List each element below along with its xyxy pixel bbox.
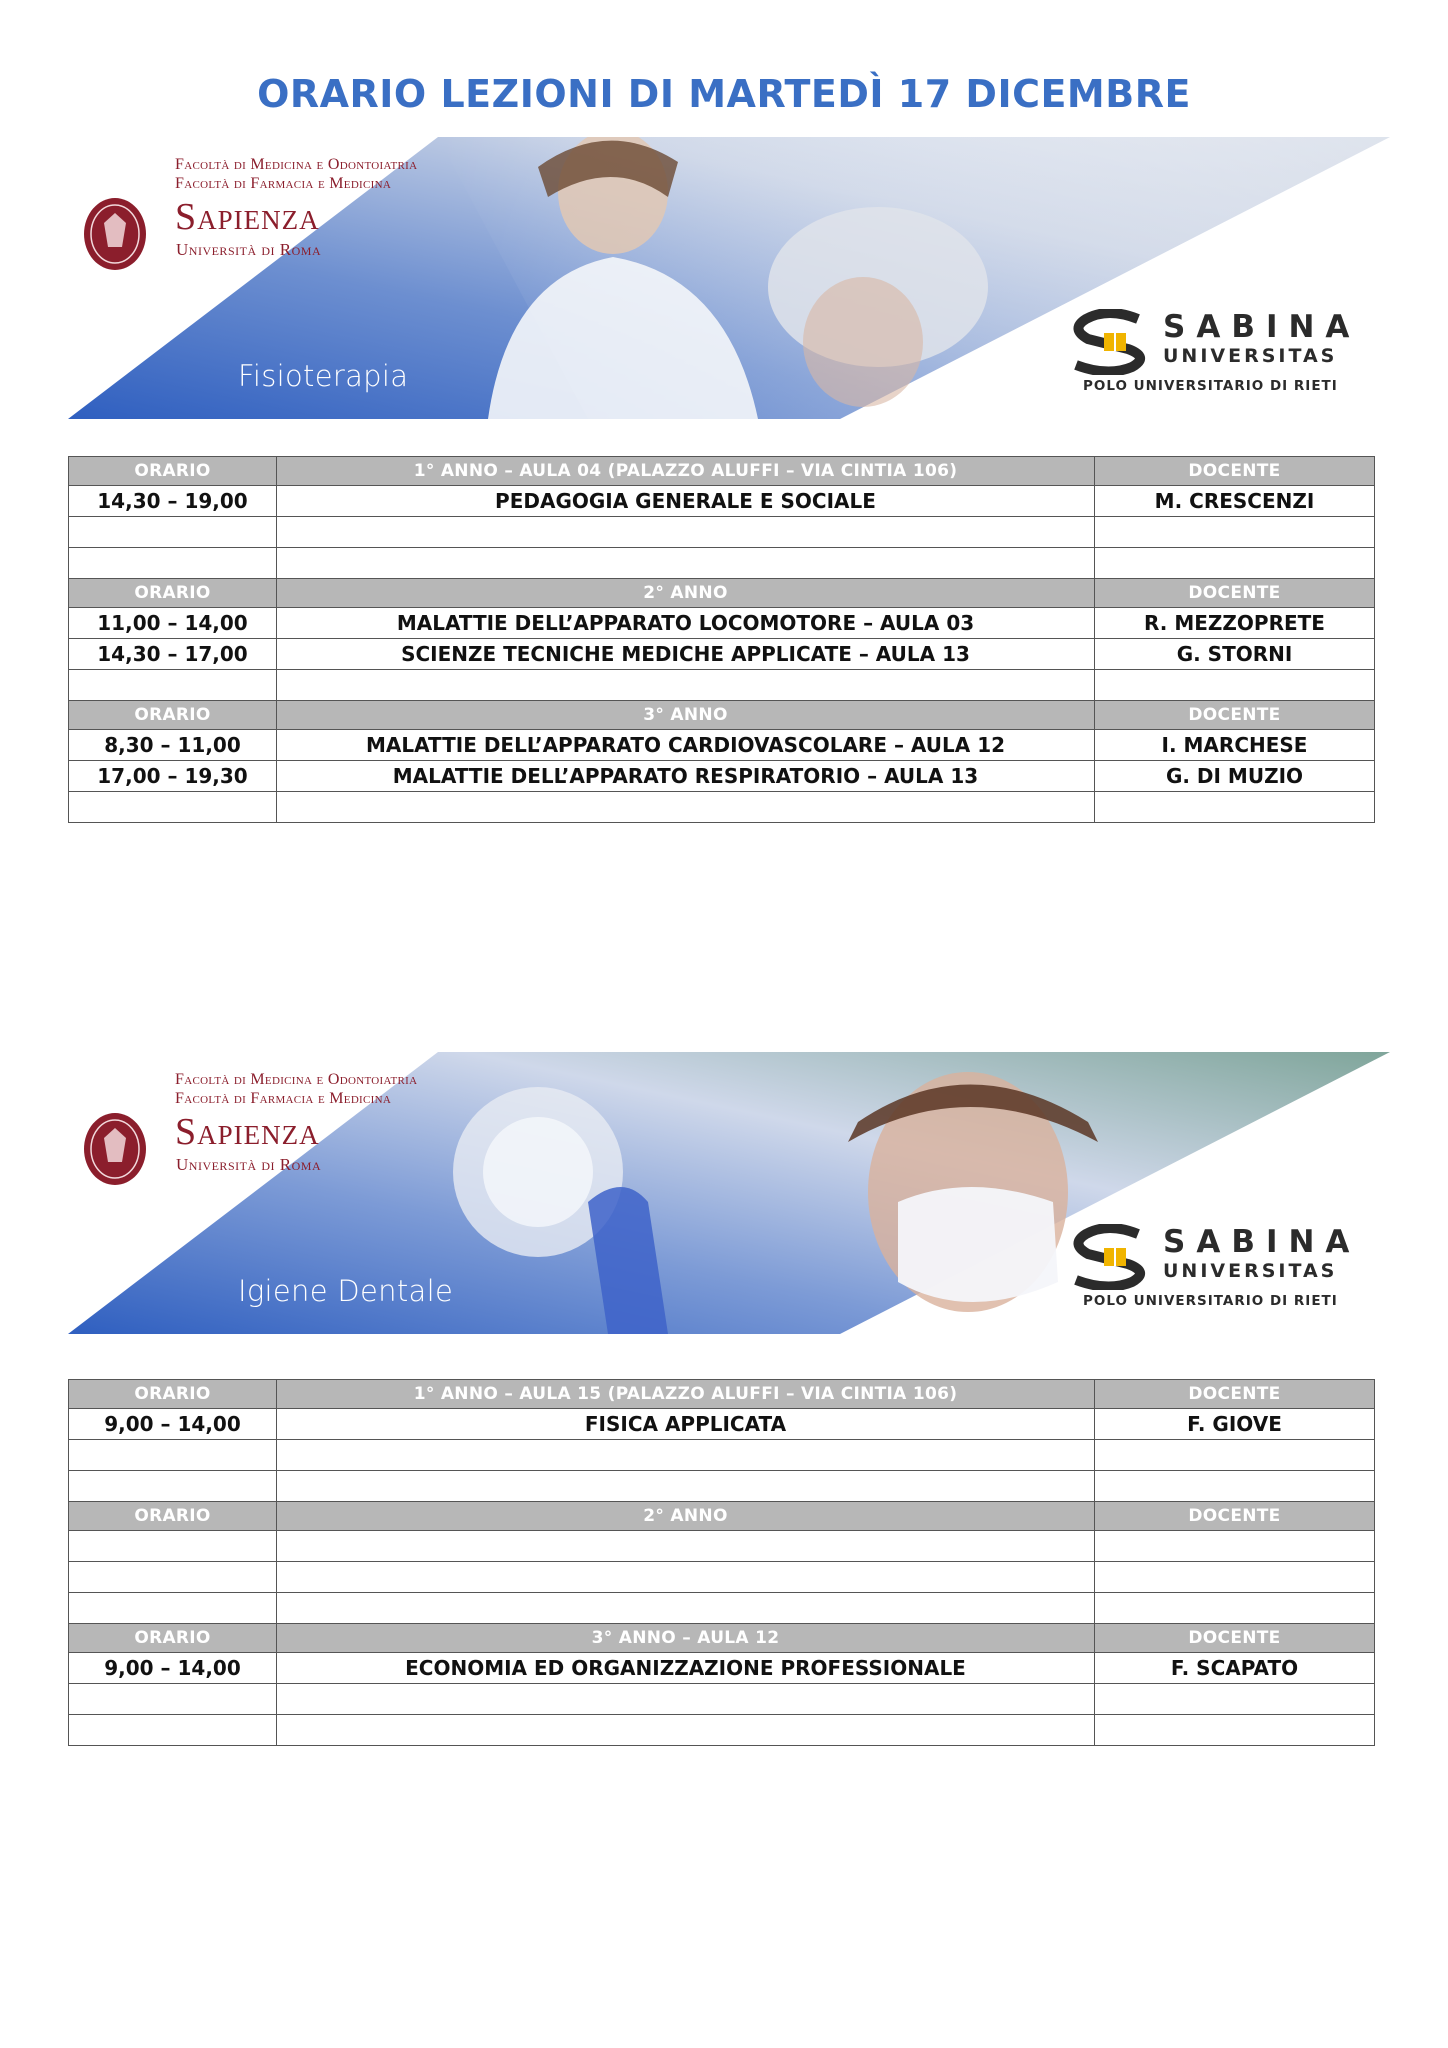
table-row [69, 517, 1375, 548]
faculty-line-2: Facoltà di Farmacia e Medicina [175, 175, 392, 192]
table-row [69, 670, 1375, 701]
sapienza-seal-icon [82, 1110, 148, 1188]
polo-subtitle: POLO UNIVERSITARIO DI RIETI [1083, 1293, 1338, 1309]
faculty-line-1: Facoltà di Medicina e Odontoiatria [175, 156, 418, 173]
header-year: 2° ANNO [277, 579, 1095, 608]
course-cell [277, 1684, 1095, 1715]
time-cell: 9,00 – 14,00 [69, 1409, 277, 1440]
polo-subtitle: POLO UNIVERSITARIO DI RIETI [1083, 378, 1338, 394]
course-cell: ECONOMIA ED ORGANIZZAZIONE PROFESSIONALE [277, 1653, 1095, 1684]
time-cell [69, 1715, 277, 1746]
course-cell [277, 670, 1095, 701]
header-docente: DOCENTE [1095, 457, 1375, 486]
sapienza-seal-icon [82, 195, 148, 273]
sabina-wordmark: SABINA [1163, 1224, 1361, 1260]
header-orario: ORARIO [69, 579, 277, 608]
teacher-cell [1095, 1562, 1375, 1593]
course-cell [277, 1715, 1095, 1746]
table-row [69, 639, 1375, 670]
header-orario: ORARIO [69, 457, 277, 486]
teacher-cell: F. SCAPATO [1095, 1653, 1375, 1684]
time-cell: 17,00 – 19,30 [69, 761, 277, 792]
teacher-cell: M. CRESCENZI [1095, 486, 1375, 517]
university-name: Sapienza [175, 196, 320, 238]
course-cell [277, 1562, 1095, 1593]
table-header-row [69, 579, 1375, 608]
teacher-cell [1095, 517, 1375, 548]
course-cell [277, 1531, 1095, 1562]
header-year: 3° ANNO [277, 701, 1095, 730]
time-cell [69, 1684, 277, 1715]
course-cell: SCIENZE TECNICHE MEDICHE APPLICATE – AULA 13 [277, 639, 1095, 670]
table-row [69, 1440, 1375, 1471]
page-title: ORARIO LEZIONI DI MARTEDÌ 17 DICEMBRE [257, 72, 1191, 116]
table-row [69, 1562, 1375, 1593]
table-row [69, 730, 1375, 761]
header-year: 2° ANNO [277, 1502, 1095, 1531]
teacher-cell [1095, 548, 1375, 579]
header-docente: DOCENTE [1095, 1502, 1375, 1531]
time-cell: 8,30 – 11,00 [69, 730, 277, 761]
course-cell [277, 1440, 1095, 1471]
time-cell [69, 792, 277, 823]
universitas-wordmark: UNIVERSITAS [1163, 1260, 1338, 1282]
teacher-cell [1095, 1593, 1375, 1624]
teacher-cell [1095, 1715, 1375, 1746]
table-header-row [69, 701, 1375, 730]
teacher-cell [1095, 1531, 1375, 1562]
table-header-row [69, 1502, 1375, 1531]
header-year: 3° ANNO – AULA 12 [277, 1624, 1095, 1653]
table-row [69, 1653, 1375, 1684]
course-cell [277, 1593, 1095, 1624]
course-cell: PEDAGOGIA GENERALE E SOCIALE [277, 486, 1095, 517]
header-orario: ORARIO [69, 1380, 277, 1409]
table-row [69, 792, 1375, 823]
program-name: Fisioterapia [238, 359, 409, 393]
teacher-cell: R. MEZZOPRETE [1095, 608, 1375, 639]
table-row [69, 1593, 1375, 1624]
teacher-cell [1095, 792, 1375, 823]
table-row [69, 1409, 1375, 1440]
table-row [69, 1471, 1375, 1502]
table-row [69, 608, 1375, 639]
faculty-line-2: Facoltà di Farmacia e Medicina [175, 1090, 392, 1107]
header-orario: ORARIO [69, 1502, 277, 1531]
course-cell [277, 517, 1095, 548]
university-city: Università di Roma [176, 1155, 322, 1174]
time-cell [69, 1440, 277, 1471]
university-name: Sapienza [175, 1111, 320, 1153]
teacher-cell [1095, 670, 1375, 701]
header-orario: ORARIO [69, 1624, 277, 1653]
teacher-cell: I. MARCHESE [1095, 730, 1375, 761]
course-cell [277, 1471, 1095, 1502]
banner-fisioterapia [68, 137, 1390, 419]
course-cell: MALATTIE DELL’APPARATO CARDIOVASCOLARE – AULA 12 [277, 730, 1095, 761]
universitas-wordmark: UNIVERSITAS [1163, 345, 1338, 367]
table-row [69, 1531, 1375, 1562]
time-cell [69, 548, 277, 579]
time-cell [69, 1531, 277, 1562]
program-name: Igiene Dentale [238, 1274, 454, 1308]
sabina-logo-icon [1068, 309, 1158, 375]
header-orario: ORARIO [69, 701, 277, 730]
header-docente: DOCENTE [1095, 701, 1375, 730]
header-docente: DOCENTE [1095, 1624, 1375, 1653]
teacher-cell: F. GIOVE [1095, 1409, 1375, 1440]
time-cell [69, 1593, 277, 1624]
banner-igiene-dentale [68, 1052, 1390, 1334]
course-cell [277, 792, 1095, 823]
table-header-row [69, 1380, 1375, 1409]
sabina-wordmark: SABINA [1163, 309, 1361, 345]
teacher-cell [1095, 1684, 1375, 1715]
time-cell [69, 517, 277, 548]
time-cell: 9,00 – 14,00 [69, 1653, 277, 1684]
sabina-logo-icon [1068, 1224, 1158, 1290]
time-cell: 14,30 – 17,00 [69, 639, 277, 670]
teacher-cell [1095, 1440, 1375, 1471]
time-cell: 14,30 – 19,00 [69, 486, 277, 517]
course-cell: MALATTIE DELL’APPARATO LOCOMOTORE – AULA 03 [277, 608, 1095, 639]
time-cell: 11,00 – 14,00 [69, 608, 277, 639]
schedule-table-igiene-dentale [68, 1379, 1375, 1746]
schedule-table-fisioterapia [68, 456, 1375, 823]
table-row [69, 761, 1375, 792]
table-header-row [69, 457, 1375, 486]
teacher-cell: G. DI MUZIO [1095, 761, 1375, 792]
header-year: 1° ANNO – AULA 04 (PALAZZO ALUFFI – VIA CINTIA 106) [277, 457, 1095, 486]
course-cell: FISICA APPLICATA [277, 1409, 1095, 1440]
course-cell: MALATTIE DELL’APPARATO RESPIRATORIO – AULA 13 [277, 761, 1095, 792]
header-docente: DOCENTE [1095, 579, 1375, 608]
time-cell [69, 1471, 277, 1502]
table-row [69, 1715, 1375, 1746]
table-row [69, 486, 1375, 517]
course-cell [277, 548, 1095, 579]
teacher-cell: G. STORNI [1095, 639, 1375, 670]
teacher-cell [1095, 1471, 1375, 1502]
time-cell [69, 1562, 277, 1593]
table-row [69, 1684, 1375, 1715]
time-cell [69, 670, 277, 701]
table-row [69, 548, 1375, 579]
header-year: 1° ANNO – AULA 15 (PALAZZO ALUFFI – VIA CINTIA 106) [277, 1380, 1095, 1409]
faculty-line-1: Facoltà di Medicina e Odontoiatria [175, 1071, 418, 1088]
header-docente: DOCENTE [1095, 1380, 1375, 1409]
university-city: Università di Roma [176, 240, 322, 259]
table-header-row [69, 1624, 1375, 1653]
